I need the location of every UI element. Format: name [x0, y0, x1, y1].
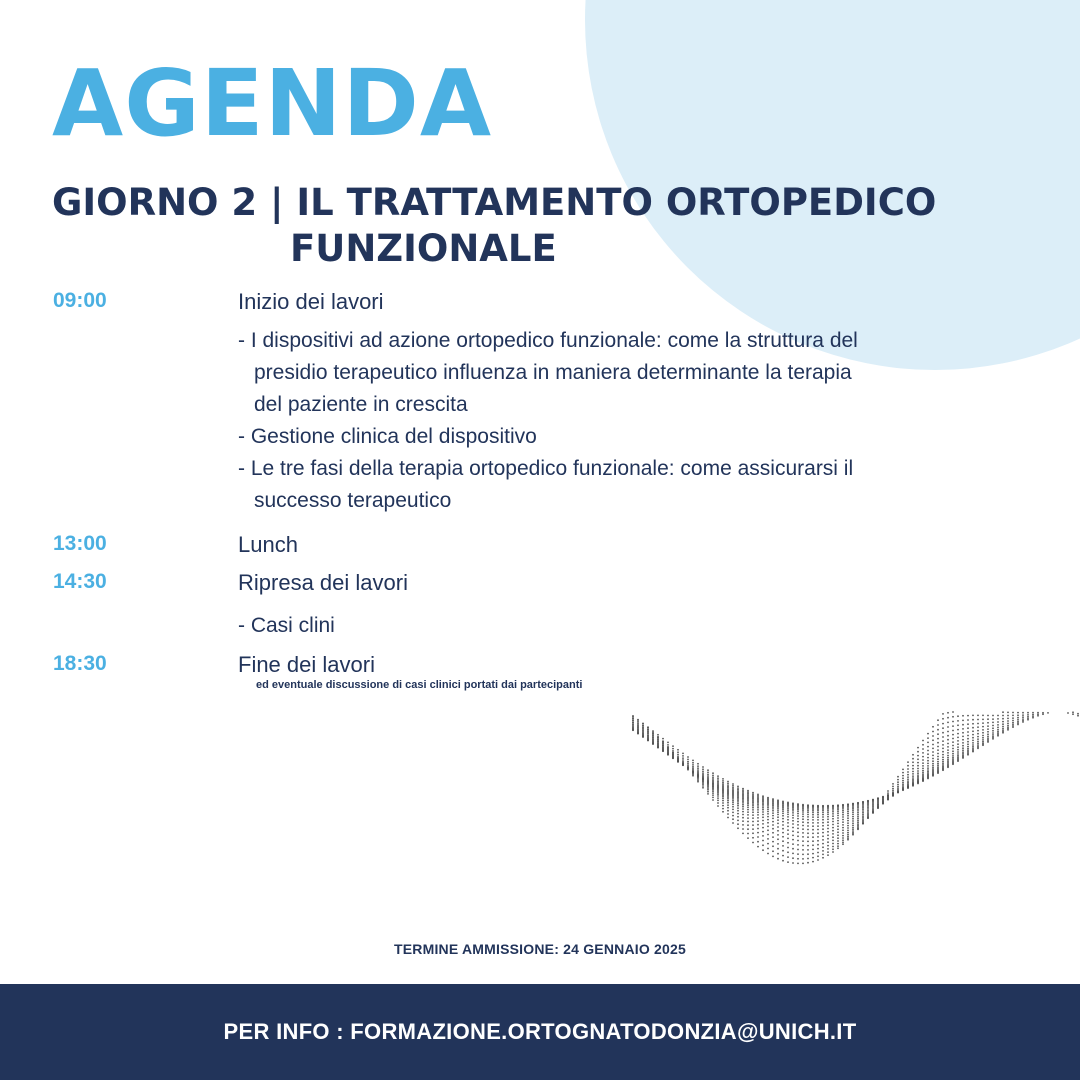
admission-deadline: TERMINE AMMISSIONE: 24 GENNAIO 2025: [394, 941, 686, 957]
schedule-time: 18:30: [53, 652, 107, 675]
contact-info: PER INFO : FORMAZIONE.ORTOGNATODONZIA@UNICH.IT: [223, 1019, 857, 1044]
schedule-time: 13:00: [53, 532, 107, 555]
list-item: - Gestione clinica del dispositivo: [238, 425, 537, 448]
dotted-wave-graphic: [625, 710, 1080, 910]
list-item: - Le tre fasi della terapia ortopedico funzionale: come assicurarsi il successo terapeutico: [238, 457, 854, 512]
subtitle-line-1: GIORNO 2 | IL TRATTAMENTO ORTOPEDICO: [52, 181, 937, 224]
schedule-label: Inizio dei lavori: [238, 289, 384, 314]
schedule-label: Fine dei lavori: [238, 652, 375, 677]
schedule-note: ed eventuale discussione di casi clinici portati dai partecipanti: [256, 679, 583, 691]
schedule-time: 14:30: [53, 570, 107, 593]
footer-bar: [0, 984, 1080, 1080]
day-subtitle: [52, 180, 952, 272]
schedule-label: Ripresa dei lavori: [238, 570, 408, 595]
schedule-bullets: [238, 325, 878, 517]
page-title: AGENDA: [52, 50, 493, 157]
list-item: - Casi clini: [238, 614, 335, 637]
schedule-bullets: [238, 610, 878, 642]
list-item: - I dispositivi ad azione ortopedico funzionale: come la struttura del presidio terapeutico influenza in maniera determinante la terapia del paziente in crescita: [238, 329, 858, 416]
schedule-time: 09:00: [53, 289, 107, 312]
schedule-label: Lunch: [238, 532, 298, 557]
subtitle-line-2: FUNZIONALE: [290, 227, 557, 270]
